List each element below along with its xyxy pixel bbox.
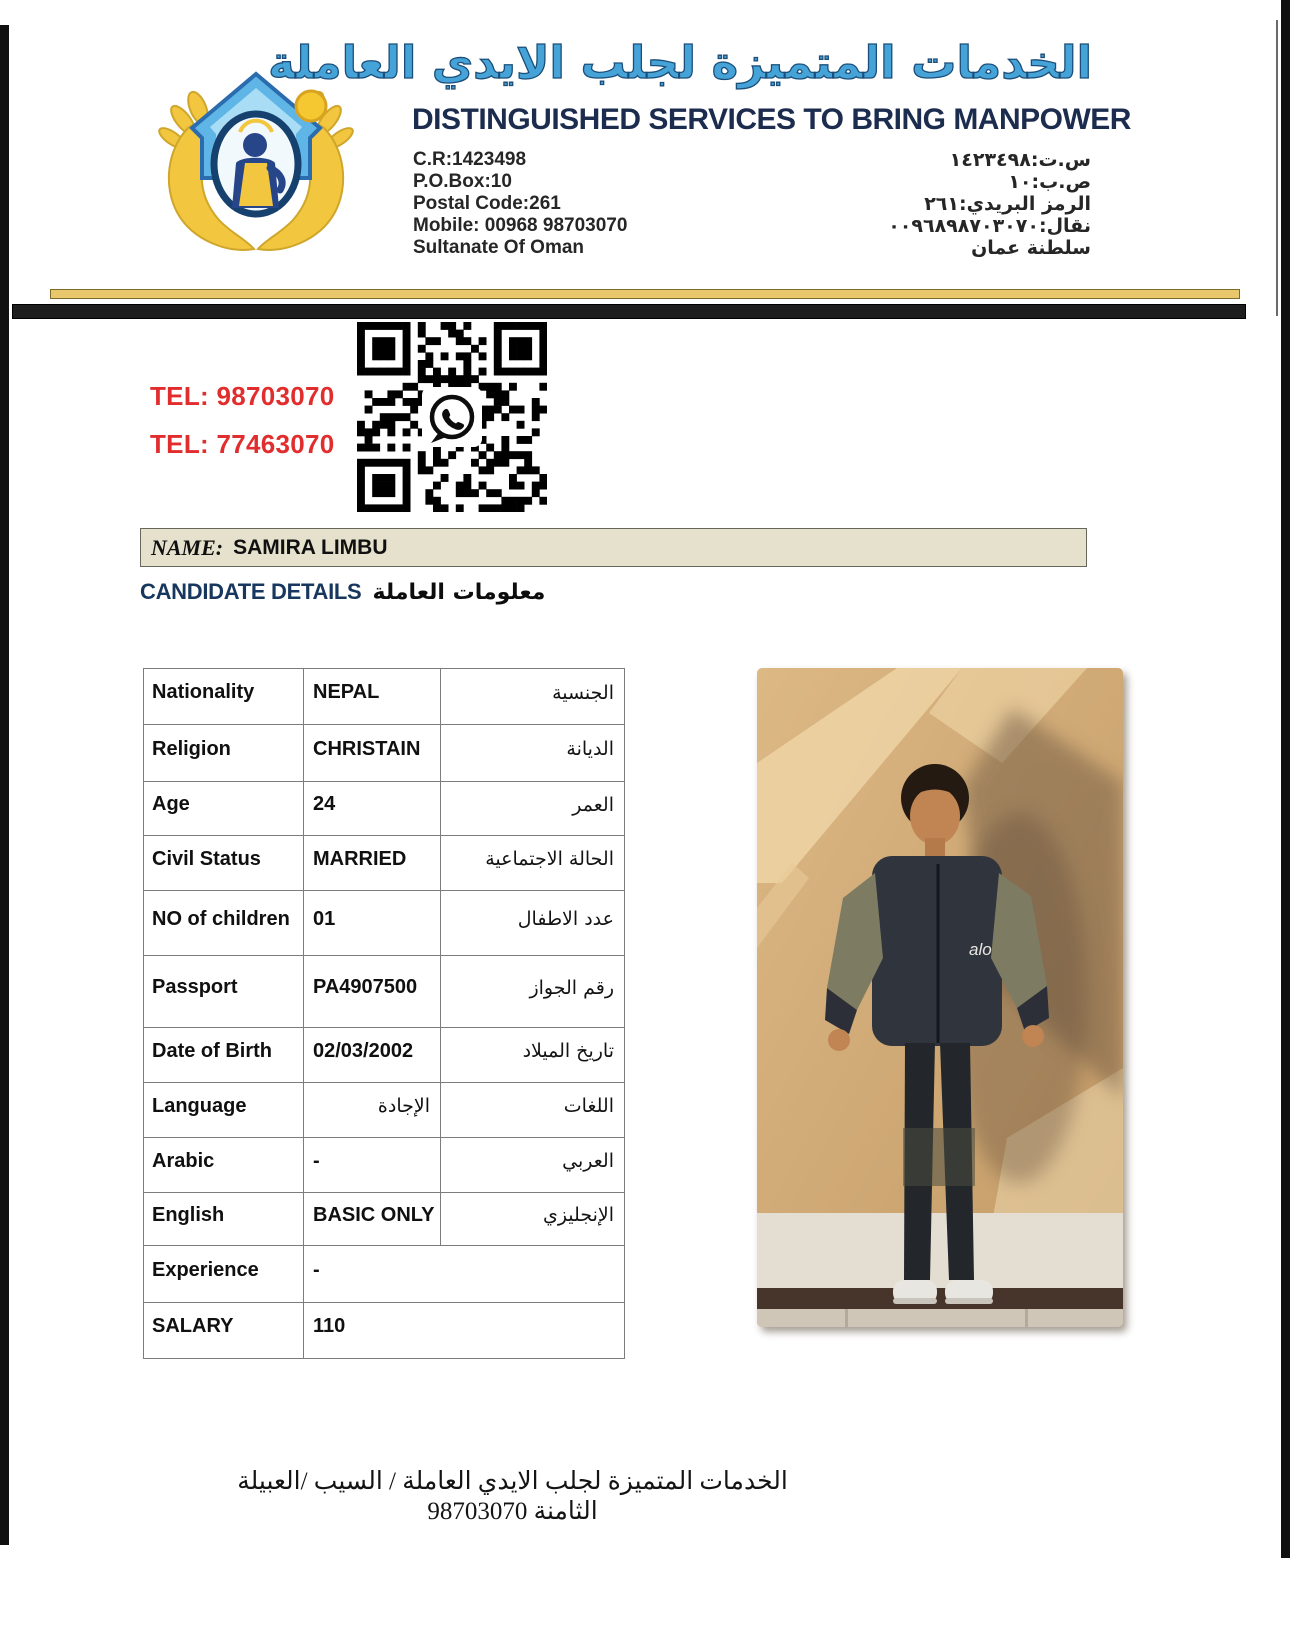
contact-country-ar: سلطنة عمان [971,237,1091,259]
table-row [144,782,625,836]
row-label: Religion [144,725,304,782]
row-label: English [144,1193,304,1246]
row-value: PA4907500 [304,956,441,1028]
section-heading-arabic: معلومات العاملة [372,580,546,605]
row-value: الإجادة [304,1083,441,1138]
contact-cr-ar: س.ت:١٤٢٣٤٩٨ [949,149,1091,171]
contact-cr: C.R:1423498 [413,149,527,170]
candidate-name: SAMIRA LIMBU [233,535,388,559]
name-bar [140,528,1087,567]
row-label: Civil Status [144,836,304,891]
row-label-arabic: الديانة [441,725,625,782]
row-label-arabic: تاريخ الميلاد [441,1028,625,1083]
table-row [144,1138,625,1193]
row-value: BASIC ONLY [304,1193,441,1246]
whatsapp-qr-code [357,322,547,512]
contact-mobile-ar: نقال:٠٠٩٦٨٩٨٧٠٣٠٧٠ [888,215,1091,237]
jacket-logo-text: alo [969,940,992,959]
contact-country: Sultanate Of Oman [413,237,585,258]
table-row [144,1303,625,1359]
table-row [144,725,625,782]
row-value: CHRISTAIN [304,725,441,782]
row-value: - [304,1138,441,1193]
row-label-arabic: عدد الاطفال [441,891,625,956]
contact-postal: Postal Code:261 [413,193,561,214]
divider-black-bar [12,304,1246,319]
row-label: SALARY [144,1303,304,1359]
table-row [144,1193,625,1246]
phone-number-1: TEL: 98703070 [150,381,335,411]
table-row [144,1246,625,1303]
divider-gold-bar [50,289,1240,299]
agency-title-arabic: الخدمات المتميزة لجلب الايدي العاملة [268,36,1092,89]
row-label: Nationality [144,669,304,725]
row-value: - [304,1246,625,1303]
name-label: NAME: [151,534,224,560]
table-row [144,891,625,956]
contact-pobox-ar: ص.ب:١٠ [1008,171,1091,193]
row-label: Age [144,782,304,836]
row-label-arabic: رقم الجواز [441,956,625,1028]
contact-postal-ar: الرمز البريدي:٢٦١ [924,193,1091,215]
table-row [144,669,625,725]
contact-block-english [413,149,627,259]
row-value: NEPAL [304,669,441,725]
row-label: NO of children [144,891,304,956]
row-label: Experience [144,1246,304,1303]
row-label: Arabic [144,1138,304,1193]
candidate-details-table [143,668,625,1359]
row-label-arabic: العربي [441,1138,625,1193]
row-value: 110 [304,1303,625,1359]
phone-number-2: TEL: 77463070 [150,429,335,459]
whatsapp-icon [422,387,482,447]
contact-pobox: P.O.Box:10 [413,171,512,192]
row-label-arabic: العمر [441,782,625,836]
row-label-arabic: الجنسية [441,669,625,725]
row-value: 01 [304,891,441,956]
candidate-photo [757,668,1123,1327]
contact-mobile: Mobile: 00968 98703070 [413,215,628,236]
table-row [144,1028,625,1083]
scan-edge-left [0,25,9,1545]
row-label-arabic: الإنجليزي [441,1193,625,1246]
row-label: Language [144,1083,304,1138]
contact-block-arabic [888,149,1091,259]
row-label: Passport [144,956,304,1028]
row-value: 24 [304,782,441,836]
table-row [144,956,625,1028]
row-value: 02/03/2002 [304,1028,441,1083]
footer-address: الخدمات المتميزة لجلب الايدي العاملة / السيب /العبيلة الثامنة 98703070 [237,1468,788,1525]
scan-edge-right [1281,0,1290,1558]
scan-edge-line [1276,20,1278,316]
row-label-arabic: الحالة الاجتماعية [441,836,625,891]
table-row [144,1083,625,1138]
row-value: MARRIED [304,836,441,891]
table-row [144,836,625,891]
section-heading [140,579,545,605]
agency-title-english: DISTINGUISHED SERVICES TO BRING MANPOWER [412,103,1131,136]
section-heading-english: CANDIDATE DETAILS [140,579,362,604]
row-label: Date of Birth [144,1028,304,1083]
row-label-arabic: اللغات [441,1083,625,1138]
